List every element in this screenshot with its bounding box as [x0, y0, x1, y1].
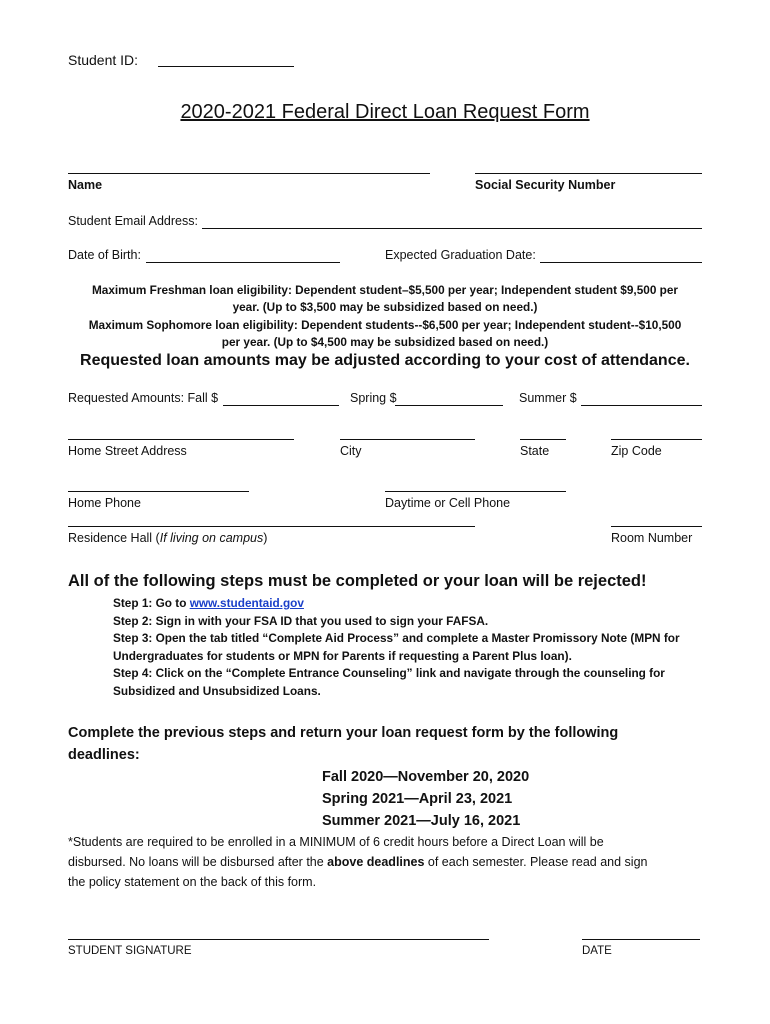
date-field[interactable] — [582, 939, 700, 940]
fall-amount-field[interactable] — [223, 405, 339, 406]
cell-phone-label: Daytime or Cell Phone — [385, 496, 511, 510]
state-label: State — [520, 444, 550, 458]
step-1: Step 1: Go to www.studentaid.gov — [113, 596, 304, 610]
fall-amount-label: Requested Amounts: Fall $ — [68, 391, 219, 405]
student-id-field[interactable] — [158, 66, 294, 67]
name-field[interactable] — [68, 173, 430, 174]
spring-amount-field[interactable] — [395, 405, 503, 406]
cell-phone-field[interactable] — [385, 491, 566, 492]
summer-amount-field[interactable] — [581, 405, 702, 406]
form-title: 2020-2021 Federal Direct Loan Request Form — [180, 101, 590, 123]
deadline-fall: Fall 2020—November 20, 2020 — [322, 769, 530, 785]
city-field[interactable] — [340, 439, 475, 440]
ssn-label: Social Security Number — [475, 178, 616, 192]
ssn-field[interactable] — [475, 173, 702, 174]
residence-label: Residence Hall (If living on campus) — [68, 531, 268, 545]
steps-list — [113, 595, 723, 700]
dob-field[interactable] — [146, 262, 340, 263]
city-label: City — [340, 444, 362, 458]
street-field[interactable] — [68, 439, 294, 440]
deadlines-heading: Complete the previous steps and return your loan request form by the following deadlines: — [68, 725, 619, 763]
home-phone-label: Home Phone — [68, 496, 141, 510]
email-field[interactable] — [202, 228, 702, 229]
step-4: Step 4: Click on the “Complete Entrance Counseling” link and navigate through the counseling for Subsidized and Unsubsidized Loans. — [113, 666, 665, 698]
deadline-summer: Summer 2021—July 16, 2021 — [322, 813, 521, 829]
email-label: Student Email Address: — [68, 214, 198, 228]
step-3: Step 3: Open the tab titled “Complete Aid Process” and complete a Master Promissory Note (MPN for Undergraduates for students or MPN for Parents if requesting a Parent Plus loan). — [113, 631, 680, 663]
name-label: Name — [68, 178, 103, 192]
steps-heading: All of the following steps must be completed or your loan will be rejected! — [68, 572, 647, 590]
freshman-eligibility: Maximum Freshman loan eligibility: Dependent student–$5,500 per year; Independent student $9,500 per year. (Up to $3,500 may be subsidized based on need.) — [91, 283, 679, 314]
student-id-label: Student ID: — [68, 52, 139, 68]
room-number-label: Room Number — [611, 531, 693, 545]
deadline-spring: Spring 2021—April 23, 2021 — [322, 791, 513, 807]
policy-note: *Students are required to be enrolled in a MINIMUM of 6 credit hours before a Direct Loan will be disbursed. No loans will be disbursed after the above deadlines of each semester. Please read and sign the policy statement on the back of this form. — [68, 835, 648, 889]
date-label: DATE — [582, 945, 612, 957]
state-field[interactable] — [520, 439, 566, 440]
studentaid-link[interactable]: www.studentaid.gov — [189, 596, 304, 610]
dob-label: Date of Birth: — [68, 248, 141, 262]
step-2: Step 2: Sign in with your FSA ID that you used to sign your FAFSA. — [113, 613, 489, 628]
grad-date-label: Expected Graduation Date: — [385, 248, 536, 262]
deadline-list — [322, 766, 529, 832]
room-number-field[interactable] — [611, 526, 702, 527]
home-phone-field[interactable] — [68, 491, 249, 492]
student-signature-label: STUDENT SIGNATURE — [68, 945, 192, 957]
adjust-note: Requested loan amounts may be adjusted according to your cost of attendance. — [80, 352, 690, 369]
street-label: Home Street Address — [68, 444, 187, 458]
sophomore-eligibility: Maximum Sophomore loan eligibility: Dependent students--$6,500 per year; Independent student--$10,500 per year. (Up to $4,500 may be subsidized based on need.) — [88, 318, 682, 349]
spring-amount-label: Spring $ — [350, 391, 397, 405]
residence-field[interactable] — [68, 526, 475, 527]
zip-label: Zip Code — [611, 444, 662, 458]
student-signature-field[interactable] — [68, 939, 489, 940]
summer-amount-label: Summer $ — [519, 391, 577, 405]
grad-date-field[interactable] — [540, 262, 702, 263]
zip-field[interactable] — [611, 439, 702, 440]
